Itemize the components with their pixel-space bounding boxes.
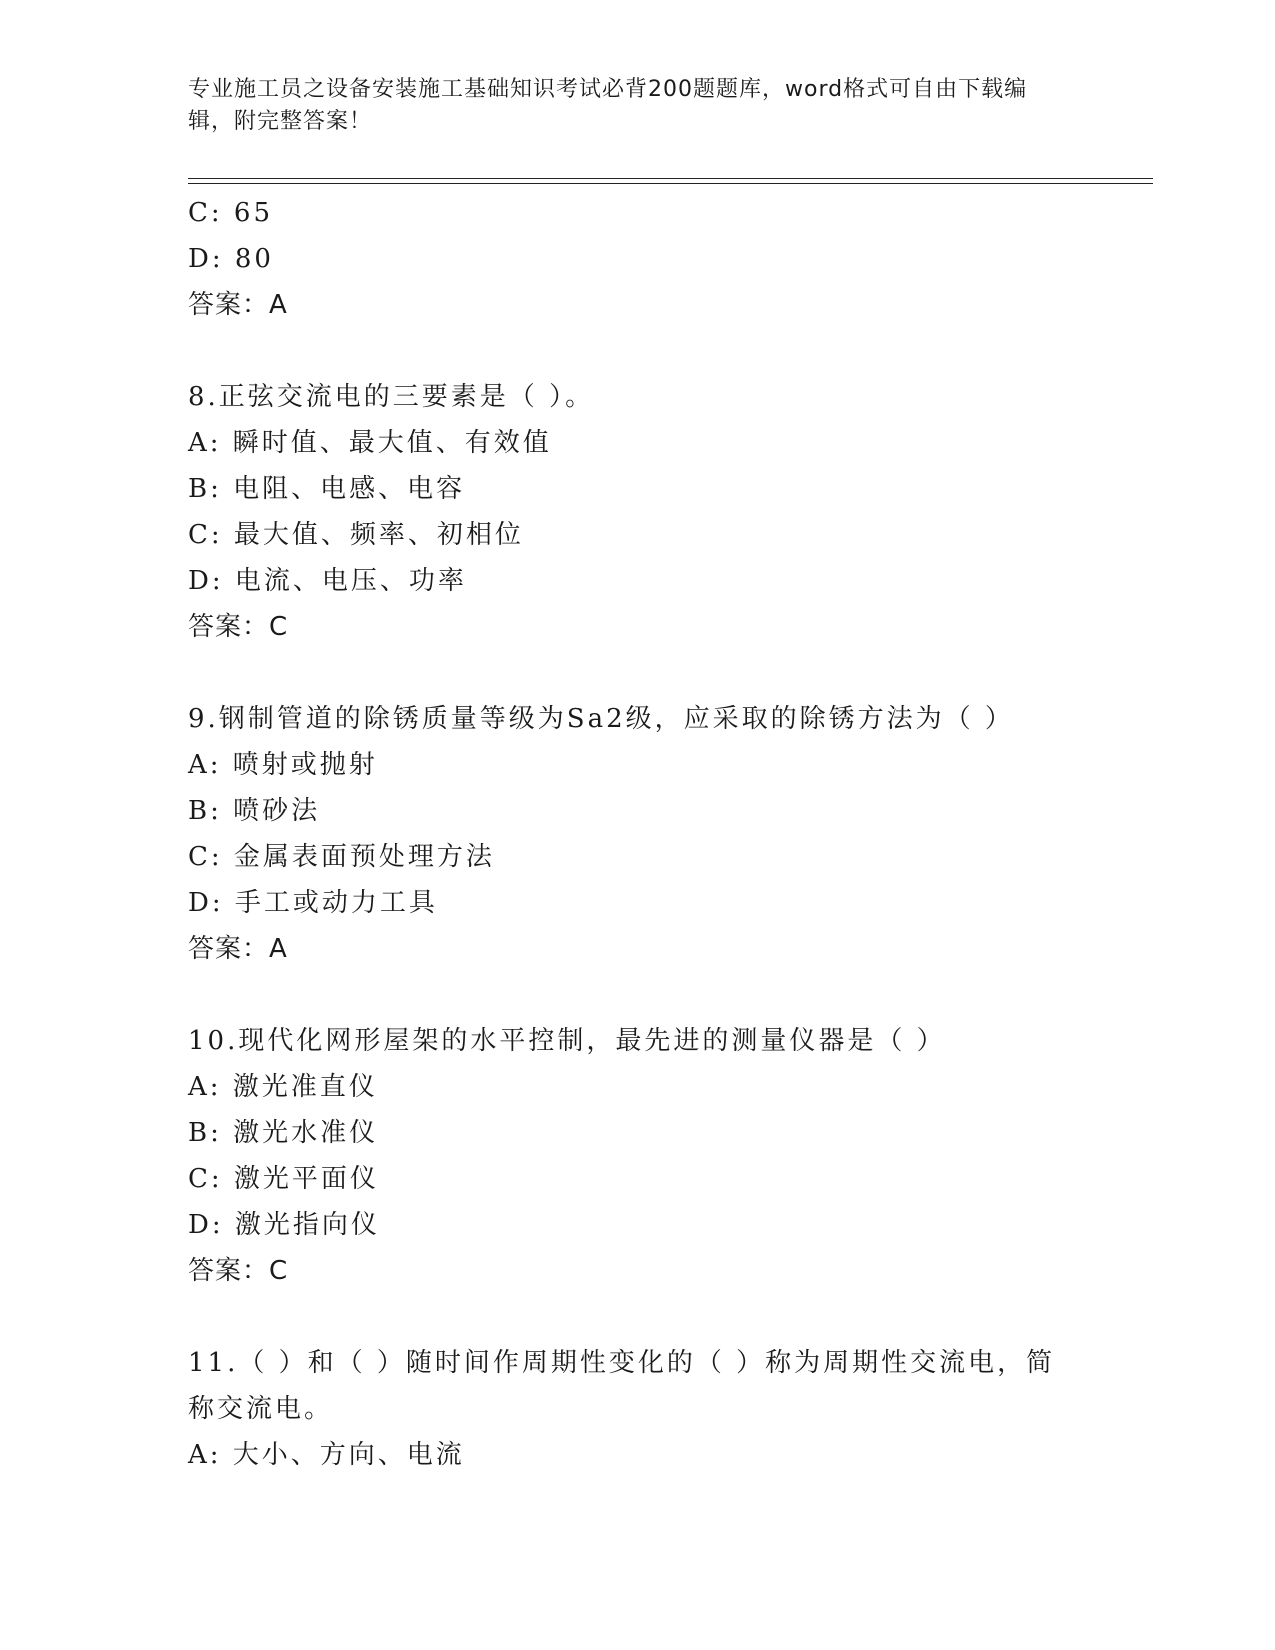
spacer (188, 650, 1148, 696)
q7-option-d: D: 80 (188, 244, 274, 274)
header-divider-top (188, 178, 1153, 179)
header-divider-bottom (188, 183, 1153, 184)
q10-question: 10.现代化网形屋架的水平控制，最先进的测量仪器是（ ） (188, 1026, 946, 1056)
q10-option-b: B: 激光水准仪 (188, 1118, 379, 1148)
q10-answer: 答案：C (188, 1256, 289, 1286)
q11-question: 11.（ ）和（ ）随时间作周期性变化的（ ）称为周期性交流电，简称交流电。 (188, 1348, 1056, 1424)
spacer (188, 328, 1148, 374)
q11-option-a: A: 大小、方向、电流 (188, 1440, 465, 1470)
q7-answer: 答案：A (188, 290, 288, 320)
q8-question: 8.正弦交流电的三要素是（ ）。 (188, 382, 595, 412)
spacer (188, 972, 1148, 1018)
q8-option-b: B: 电阻、电感、电容 (188, 474, 466, 504)
q9-answer: 答案：A (188, 934, 288, 964)
question-list (188, 190, 1148, 1478)
q9-question: 9.钢制管道的除锈质量等级为Sa2级，应采取的除锈方法为（ ） (188, 704, 1014, 734)
q7-option-c: C: 65 (188, 198, 274, 228)
spacer (188, 1294, 1148, 1340)
q8-option-a: A: 瞬时值、最大值、有效值 (188, 428, 552, 458)
q8-option-c: C: 最大值、频率、初相位 (188, 520, 524, 550)
document-header: 专业施工员之设备安装施工基础知识考试必背200题题库，word格式可自由下载编辑，附完整答案！ (188, 77, 1028, 134)
q10-option-a: A: 激光准直仪 (188, 1072, 378, 1102)
q9-option-d: D: 手工或动力工具 (188, 888, 438, 918)
q9-option-c: C: 金属表面预处理方法 (188, 842, 495, 872)
q8-answer: 答案：C (188, 612, 289, 642)
q10-option-c: C: 激光平面仪 (188, 1164, 379, 1194)
q9-option-a: A: 喷射或抛射 (188, 750, 378, 780)
q8-option-d: D: 电流、电压、功率 (188, 566, 467, 596)
q10-option-d: D: 激光指向仪 (188, 1210, 380, 1240)
q9-option-b: B: 喷砂法 (188, 796, 321, 826)
